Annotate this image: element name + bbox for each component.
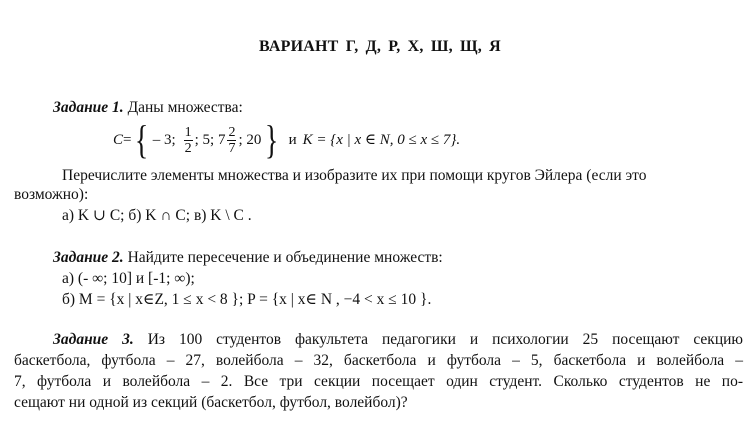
set-c-elem2: ; 5; 7 bbox=[194, 131, 226, 148]
fraction-numerator: 1 bbox=[184, 124, 192, 140]
conjunction: и bbox=[288, 131, 297, 148]
task1-intro: Даны множества: bbox=[127, 99, 243, 116]
task3-line4: сещают ни одной из секций (баскетбол, футбол, волейбол)? bbox=[14, 394, 408, 411]
set-c-equals: = bbox=[123, 131, 132, 148]
task3-line1-block bbox=[53, 330, 743, 349]
task1-options: а) K ∪ C; б) K ∩ C; в) K \ C . bbox=[62, 207, 252, 224]
task3-line2: баскетбола, футбола – 27, волейбола – 32, баскетбола и футбола – 5, баскетбола и волейбола – bbox=[14, 352, 743, 369]
task2-line-b: б) M = {x | x∈Z, 1 ≤ x < 8 }; P = {x | x∈ N , −4 < x ≤ 10 }. bbox=[62, 291, 432, 308]
task3-line3: 7, футбола и волейбола – 2. Все три секции посещает один студент. Сколько студентов не по- bbox=[14, 373, 743, 390]
set-c-elem3: ; 20 bbox=[238, 131, 262, 148]
task1-heading bbox=[53, 98, 243, 117]
task1-text-line1: Перечислите элементы множества и изобразите их при помощи кругов Эйлера (если это bbox=[62, 167, 647, 184]
left-brace: { bbox=[135, 117, 149, 162]
task1-label: Задание 1. bbox=[53, 99, 124, 116]
task3-line1: Из 100 студентов факультета педагогики и психологии 25 посещают секцию bbox=[147, 331, 743, 348]
mixed-numerator: 2 bbox=[228, 124, 236, 140]
set-k: K = {x | x ∈ N, 0 ≤ x ≤ 7}. bbox=[302, 131, 461, 148]
right-brace: } bbox=[265, 117, 279, 162]
task1-text-line2: возможно): bbox=[14, 186, 89, 203]
task3-line1-wrap bbox=[53, 330, 743, 349]
page-title: ВАРИАНТ Г, Д, Р, Х, Ш, Щ, Я bbox=[259, 38, 501, 55]
set-c-fraction bbox=[184, 125, 193, 156]
task3-label: Задание 3. bbox=[53, 331, 134, 348]
set-c-name: C bbox=[113, 131, 124, 148]
mixed-denominator: 7 bbox=[228, 140, 236, 156]
set-c-elem1: – 3; bbox=[152, 131, 176, 148]
task2-intro: Найдите пересечение и объединение множеств: bbox=[127, 249, 443, 266]
task1-formula bbox=[113, 118, 460, 162]
fraction-denominator: 2 bbox=[184, 140, 192, 156]
task2-label: Задание 2. bbox=[53, 249, 124, 266]
set-c-mixed-fraction bbox=[227, 125, 236, 156]
task2-line-a: а) (- ∞; 10] и [-1; ∞); bbox=[62, 270, 195, 287]
task2-heading bbox=[53, 248, 443, 267]
